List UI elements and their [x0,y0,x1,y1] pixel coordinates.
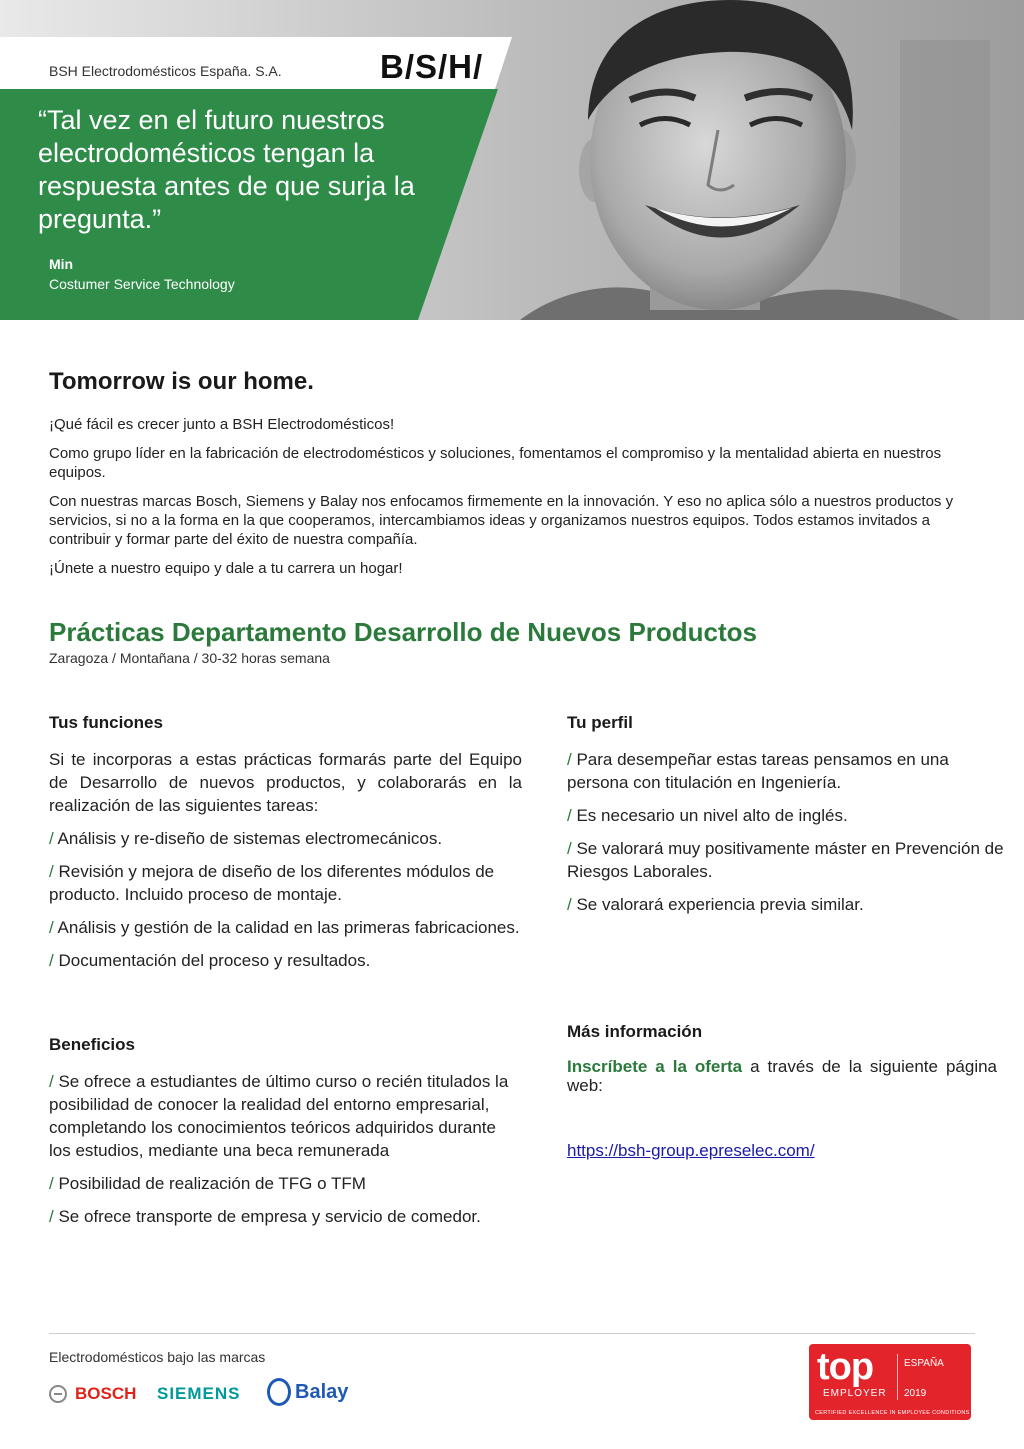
list-item [49,1205,519,1228]
header-banner [0,0,1024,320]
section-beneficios [49,1033,519,1238]
siemens-logo: SIEMENS [157,1384,241,1403]
list-item [49,916,522,939]
list-item-text: Se ofrece a estudiantes de último curso o recién titulados la posibilidad de conocer la realidad del entorno empresarial, completando los conocimientos teóricos adquiridos durante los estudios, mediante una beca remunerada [49,1072,509,1160]
list-item [49,1070,519,1162]
badge-top: top [817,1346,874,1388]
bullet-slash: / [49,829,54,848]
funciones-heading: Tus funciones [49,713,163,732]
list-item [567,748,1007,794]
bullet-slash: / [49,862,54,881]
section-funciones [49,711,522,982]
info-text-rest: a través de la siguiente página web: [567,1057,998,1095]
bullet-slash: / [567,839,572,858]
company-name: BSH Electrodomésticos España. S.A. [49,63,282,79]
badge-country: ESPAÑA [904,1358,944,1369]
brands-label: Electrodomésticos bajo las marcas [49,1349,266,1365]
intro-paragraph-4: ¡Únete a nuestro equipo y dale a tu carrera un hogar! [49,560,403,577]
list-item-text: Para desempeñar estas tareas pensamos en una persona con titulación en Ingeniería. [567,750,949,792]
list-item-text: Se ofrece transporte de empresa y servicio de comedor. [58,1207,481,1226]
intro-paragraph-2: Como grupo líder en la fabricación de electrodomésticos y soluciones, fomentamos el compromiso y la mentalidad abierta en nuestros equipos. [49,445,942,481]
info-link-row [567,1139,997,1162]
apply-cta: Inscríbete a la oferta [567,1057,743,1076]
list-item-text: Se valorará muy positivamente máster en Prevención de Riesgos Laborales. [567,839,1004,881]
balay-logo [267,1378,348,1406]
footer-divider [49,1333,975,1334]
job-title: Prácticas Departamento Desarrollo de Nuevos Productos [49,617,758,647]
application-link[interactable]: https://bsh-group.epreselec.com/ [567,1141,815,1160]
bullet-slash: / [49,1072,54,1091]
quote-author-role: Costumer Service Technology [49,276,235,292]
balay-swirl-icon [267,1378,291,1406]
list-item [49,949,522,972]
list-item-text: Se valorará experiencia previa similar. [576,895,864,914]
intro-paragraph-1: ¡Qué fácil es crecer junto a BSH Electrodomésticos! [49,416,395,433]
intro-paragraph-3: Con nuestras marcas Bosch, Siemens y Balay nos enfocamos firmemente en la innovación. Y eso no aplica sólo a nuestros productos y servicios, si no a la forma en la que cooperamos, intercambiamos ideas y organizamos nuestros equipos. Todos estamos invitados a contribuir y formar parte del éxito de nuestra compañía. [49,493,954,548]
info-heading: Más información [567,1022,703,1041]
tagline: Tomorrow is our home. [49,368,314,395]
quote-author-name: Min [49,256,74,272]
bosch-wordmark: BOSCH [75,1384,137,1403]
info-text [567,1057,997,1095]
top-employer-badge [809,1344,971,1420]
bullet-slash: / [49,1174,54,1193]
badge-certification: CERTIFIED EXCELLENCE IN EMPLOYEE CONDITIONS [815,1410,970,1416]
bullet-slash: / [49,951,54,970]
bullet-slash: / [567,750,572,769]
intro-text [49,415,959,588]
balay-wordmark: Balay [295,1380,349,1403]
perfil-heading: Tu perfil [567,713,633,732]
bullet-slash: / [567,806,572,825]
section-mas-informacion [567,1020,997,1172]
bsh-logo: B/S/H/ [380,48,484,85]
header-quote: “Tal vez en el futuro nuestros electrodomésticos tengan la respuesta antes de que surja la pregunta.” [38,105,415,234]
funciones-intro: Si te incorporas a estas prácticas formarás parte del Equipo de Desarrollo de nuevos productos, y colaborarás en la realización de las siguientes tareas: [49,750,522,815]
badge-year: 2019 [904,1388,927,1399]
list-item [49,1172,519,1195]
list-item-text: Es necesario un nivel alto de inglés. [576,806,848,825]
beneficios-heading: Beneficios [49,1035,135,1054]
list-item-text: Análisis y re-diseño de sistemas electromecánicos. [57,829,443,848]
list-item [567,837,1007,883]
list-item [49,860,522,906]
badge-divider [897,1354,898,1400]
bullet-slash: / [49,918,54,937]
badge-employer: EMPLOYER [823,1388,887,1399]
list-item [567,893,1007,916]
job-location: Zaragoza / Montañana / 30-32 horas semana [49,650,330,666]
list-item-text: Posibilidad de realización de TFG o TFM [58,1174,366,1193]
bosch-armature-icon [49,1385,67,1403]
list-item-text: Documentación del proceso y resultados. [58,951,371,970]
list-item [567,804,1007,827]
bullet-slash: / [567,895,572,914]
bullet-slash: / [49,1207,54,1226]
list-item-text: Revisión y mejora de diseño de los diferentes módulos de producto. Incluido proceso de montaje. [49,862,495,904]
list-item-text: Análisis y gestión de la calidad en las primeras fabricaciones. [57,918,520,937]
list-item [49,827,522,850]
section-perfil [567,711,1007,926]
bosch-logo [49,1384,136,1404]
